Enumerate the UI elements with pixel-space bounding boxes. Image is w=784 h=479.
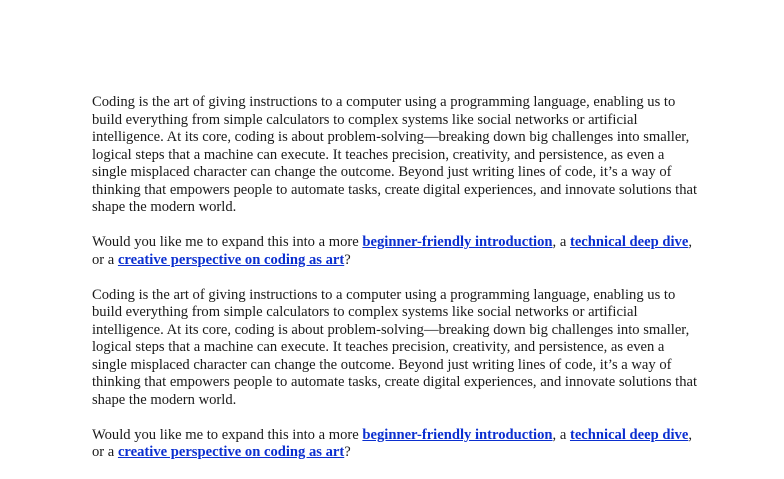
question-separator: , a	[552, 234, 570, 250]
question-separator: , or a	[92, 234, 692, 268]
creative-perspective-link[interactable]: creative perspective on coding as art	[117, 251, 345, 268]
technical-deep-dive-link[interactable]: technical deep dive	[569, 234, 689, 250]
follow-up-question	[92, 234, 698, 269]
follow-up-question	[92, 427, 698, 462]
question-separator: , a	[552, 426, 570, 443]
question-prefix: Would you like me to expand this into a more	[92, 426, 363, 443]
body-paragraph: Coding is the art of giving instructions to a computer using a programming language, enabling us to build everything from simple calculators to complex systems like social networks or artificial intelligence. At its core, coding is about problem-solving—breaking down big challenges into smaller, logical steps that a machine can execute. It teaches precision, creativity, and persistence, as even a single misplaced character can change the outcome. Beyond just writing lines of code, it’s a way of thinking that empowers people to automate tasks, create digital experiences, and innovate solutions that shape the modern world.	[92, 286, 698, 408]
question-suffix: ?	[344, 444, 351, 460]
beginner-friendly-introduction-link[interactable]: beginner-friendly introduction	[362, 426, 553, 443]
technical-deep-dive-link[interactable]: technical deep dive	[569, 426, 689, 443]
document-page	[92, 94, 698, 479]
question-suffix: ?	[344, 251, 351, 268]
question-separator: , or a	[92, 426, 692, 460]
creative-perspective-link[interactable]: creative perspective on coding as art	[117, 444, 345, 460]
beginner-friendly-introduction-link[interactable]: beginner-friendly introduction	[362, 234, 553, 250]
question-prefix: Would you like me to expand this into a more	[92, 234, 363, 250]
body-paragraph: Coding is the art of giving instructions to a computer using a programming language, enabling us to build everything from simple calculators to complex systems like social networks or artificial intelligence. At its core, coding is about problem-solving—breaking down big challenges into smaller, logical steps that a machine can execute. It teaches precision, creativity, and persistence, as even a single misplaced character can change the outcome. Beyond just writing lines of code, it’s a way of thinking that empowers people to automate tasks, create digital experiences, and innovate solutions that shape the modern world.	[92, 94, 698, 215]
